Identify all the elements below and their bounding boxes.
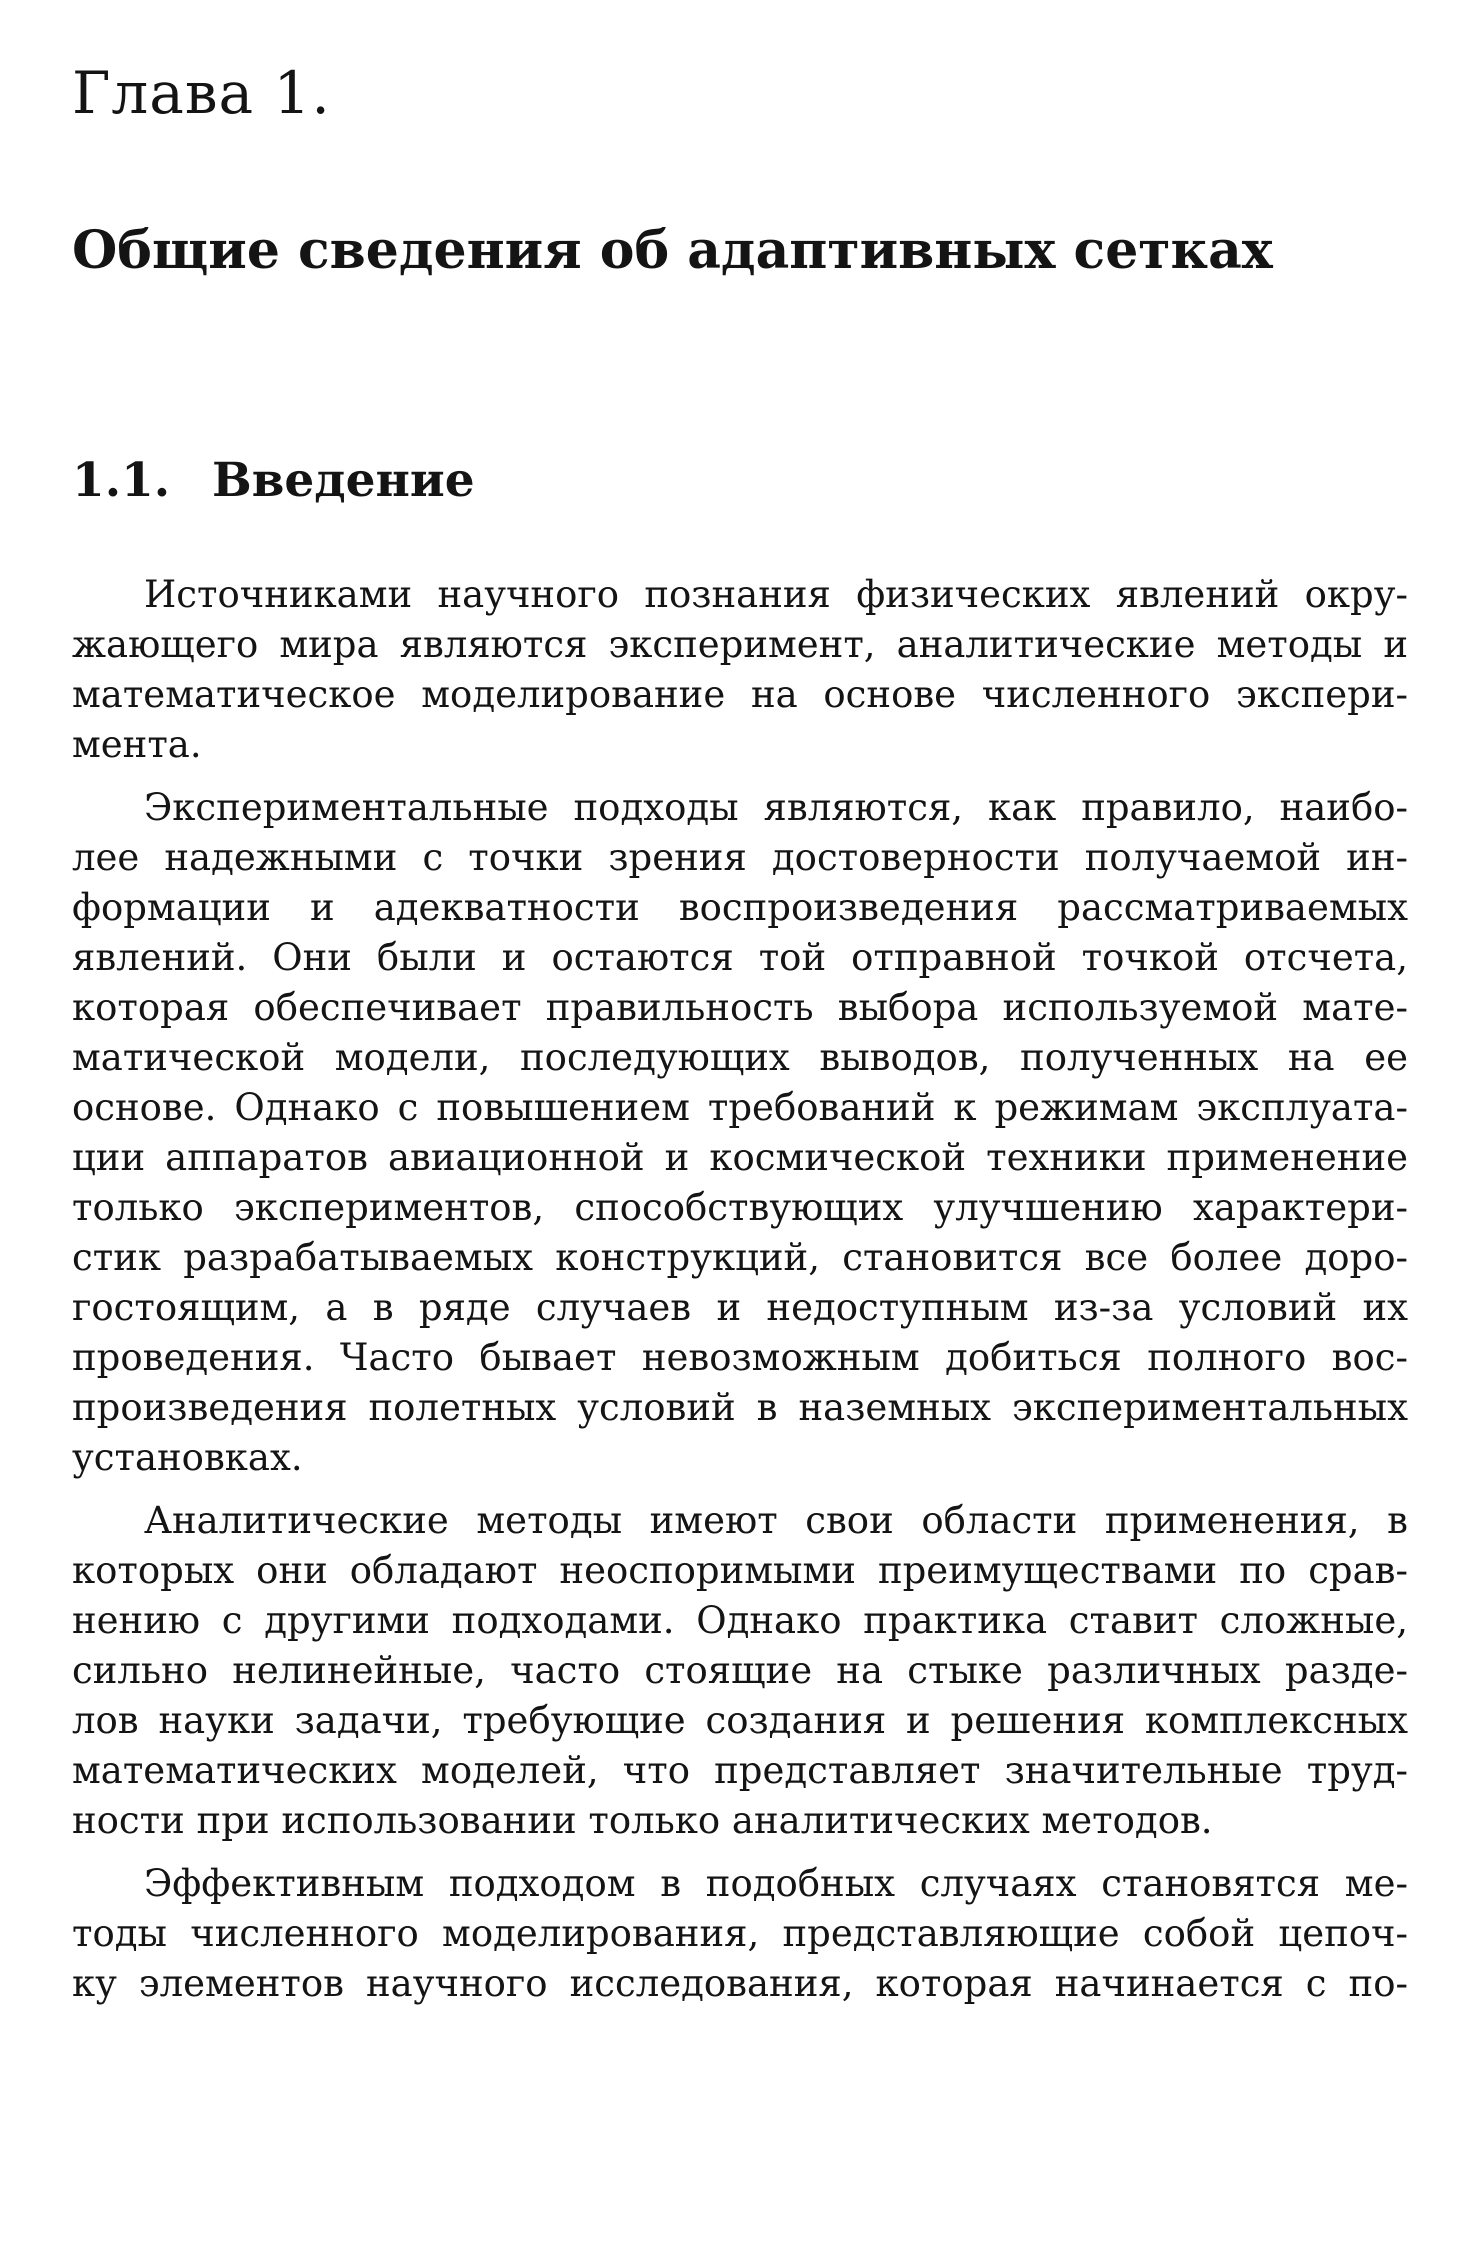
text-line: сильно нелинейные, часто стоящие на стыке различных разде- — [72, 1649, 1408, 1692]
paragraph-2 — [72, 783, 1408, 1483]
text-line: Эффективным подходом в подобных случаях становятся ме- — [144, 1862, 1408, 1905]
text-line: гостоящим, а в ряде случаев и недоступным из-за условий их — [72, 1286, 1408, 1329]
text-line: стик разрабатываемых конструкций, становится все более доро- — [72, 1236, 1408, 1279]
section-heading — [72, 455, 475, 507]
text-line: произведения полетных условий в наземных экспериментальных — [72, 1386, 1408, 1429]
text-line: ку элементов научного исследования, которая начинается с по- — [72, 1962, 1408, 2005]
text-line: нению с другими подходами. Однако практика ставит сложные, — [72, 1599, 1408, 1642]
paragraph-3 — [72, 1496, 1408, 1846]
chapter-label: Глава 1. — [72, 59, 331, 127]
body-text — [72, 570, 1408, 2022]
chapter-title: Общие сведения об адаптивных сетках — [72, 220, 1273, 281]
text-line: Аналитические методы имеют свои области применения, в — [144, 1499, 1408, 1542]
text-line: установках. — [72, 1436, 303, 1479]
text-line: Экспериментальные подходы являются, как правило, наибо- — [144, 786, 1408, 829]
section-number: 1.1. — [72, 453, 171, 508]
text-line: жающего мира являются эксперимент, аналитические методы и — [72, 623, 1408, 666]
text-line: Источниками научного познания физических явлений окру- — [144, 573, 1408, 616]
text-line: матической модели, последующих выводов, полученных на ее — [72, 1036, 1408, 1079]
text-line: основе. Однако с повышением требований к режимам эксплуата- — [72, 1086, 1408, 1129]
text-line: которая обеспечивает правильность выбора используемой мате- — [72, 986, 1408, 1029]
text-line: тоды численного моделирования, представляющие собой цепоч- — [72, 1912, 1408, 1955]
text-line: лее надежными с точки зрения достоверности получаемой ин- — [72, 836, 1408, 879]
text-line: формации и адекватности воспроизведения рассматриваемых — [72, 886, 1408, 929]
section-title: Введение — [212, 453, 475, 508]
text-line: явлений. Они были и остаются той отправной точкой отсчета, — [72, 936, 1408, 979]
text-line: математическое моделирование на основе численного экспери- — [72, 673, 1408, 716]
paragraph-4 — [72, 1859, 1408, 2009]
text-line: ции аппаратов авиационной и космической техники применение — [72, 1136, 1408, 1179]
text-line: ности при использовании только аналитических методов. — [72, 1799, 1213, 1842]
paragraph-1 — [72, 570, 1408, 770]
text-line: которых они обладают неоспоримыми преимуществами по срав- — [72, 1549, 1408, 1592]
text-line: лов науки задачи, требующие создания и решения комплексных — [72, 1699, 1408, 1742]
text-line: проведения. Часто бывает невозможным добиться полного вос- — [72, 1336, 1408, 1379]
text-line: только экспериментов, способствующих улучшению характери- — [72, 1186, 1408, 1229]
text-line: мента. — [72, 723, 202, 766]
text-line: математических моделей, что представляет значительные труд- — [72, 1749, 1408, 1792]
